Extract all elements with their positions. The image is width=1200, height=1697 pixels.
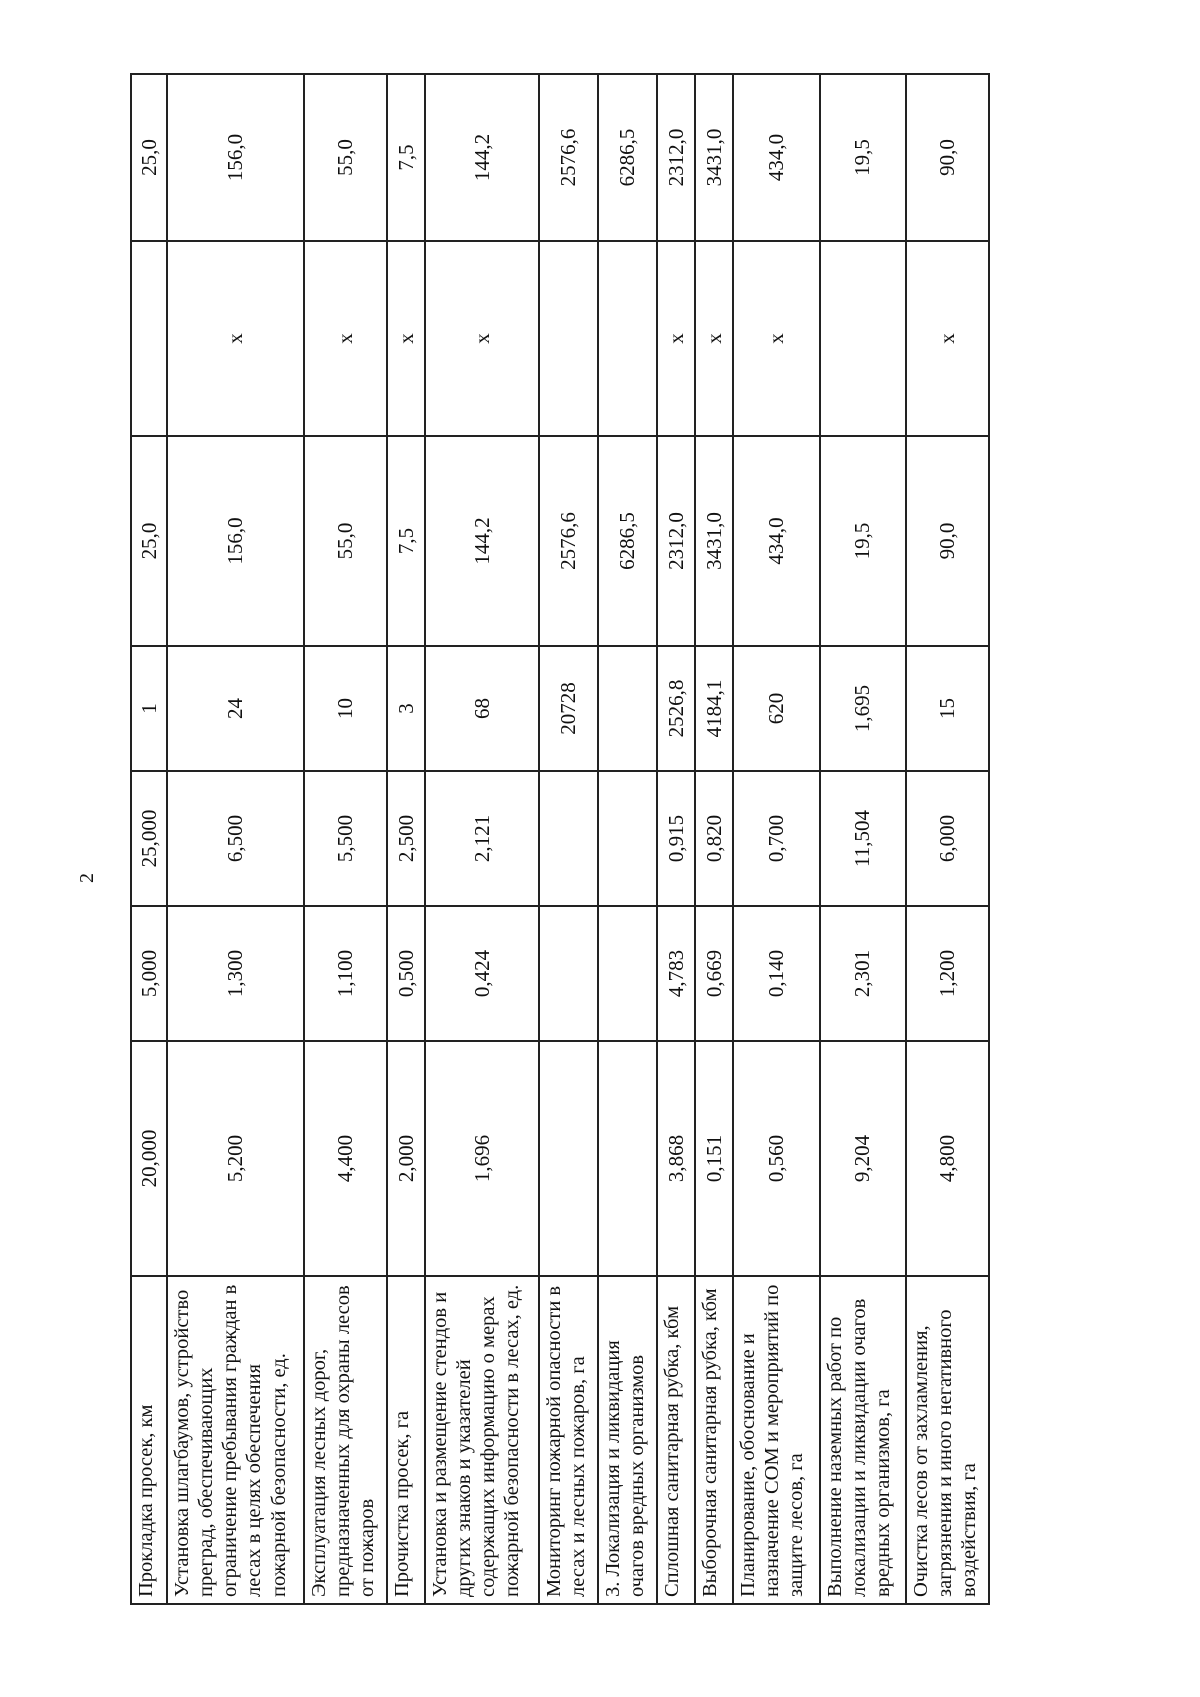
value-cell-c4: 620 [733,646,820,771]
value-cell-c4: 2526,8 [657,646,695,771]
table-row [733,74,820,1604]
page-number: 2 [76,873,98,883]
value-cell-c7: 90,0 [906,74,989,241]
row-label-cell: Установка шлагбаумов, устройство преград, обеспечивающих ограничение пребывания граждан в лесах в целях обеспечения пожарной безопасности, ед. [167,1276,304,1604]
value-cell-c3: 0,915 [657,771,695,906]
value-cell-c1: 1,696 [425,1041,539,1276]
value-cell-c7: 144,2 [425,74,539,241]
table-body [131,74,989,1604]
value-cell-c2: 0,500 [387,906,425,1041]
value-cell-c2: 1,300 [167,906,304,1041]
value-cell-c1: 9,204 [820,1041,907,1276]
value-cell-c5: 19,5 [820,436,907,646]
value-cell-c1 [598,1041,657,1276]
value-cell-c6: x [167,241,304,436]
value-cell-c6: x [304,241,387,436]
table-row [695,74,733,1604]
value-cell-c3: 25,000 [131,771,167,906]
value-cell-c4: 1 [131,646,167,771]
value-cell-c2: 0,140 [733,906,820,1041]
value-cell-c6: x [387,241,425,436]
table-row [598,74,657,1604]
value-cell-c1: 3,868 [657,1041,695,1276]
table-row [539,74,598,1604]
value-cell-c3: 2,121 [425,771,539,906]
value-cell-c6: x [906,241,989,436]
value-cell-c3: 6,000 [906,771,989,906]
value-cell-c2: 1,100 [304,906,387,1041]
value-cell-c5: 25,0 [131,436,167,646]
value-cell-c5: 2576,6 [539,436,598,646]
value-cell-c6: x [657,241,695,436]
value-cell-c6 [131,241,167,436]
value-cell-c5: 156,0 [167,436,304,646]
table-frame [130,75,990,1605]
value-cell-c1: 0,151 [695,1041,733,1276]
value-cell-c4: 24 [167,646,304,771]
value-cell-c5: 7,5 [387,436,425,646]
value-cell-c4: 10 [304,646,387,771]
value-cell-c5: 90,0 [906,436,989,646]
value-cell-c2 [598,906,657,1041]
value-cell-c7: 156,0 [167,74,304,241]
value-cell-c5: 6286,5 [598,436,657,646]
table-row [167,74,304,1604]
row-label-cell: Прочистка просек, га [387,1276,425,1604]
value-cell-c3 [539,771,598,906]
table-row [906,74,989,1604]
value-cell-c3: 2,500 [387,771,425,906]
value-cell-c1 [539,1041,598,1276]
value-cell-c4: 3 [387,646,425,771]
value-cell-c4 [598,646,657,771]
value-cell-c4: 4184,1 [695,646,733,771]
value-cell-c2: 2,301 [820,906,907,1041]
row-label-cell: 3. Локализация и ликвидация очагов вредных организмов [598,1276,657,1604]
value-cell-c7: 3431,0 [695,74,733,241]
value-cell-c7: 19,5 [820,74,907,241]
value-cell-c1: 20,000 [131,1041,167,1276]
table-row [387,74,425,1604]
table-row [304,74,387,1604]
row-label-cell: Выборочная санитарная рубка, кбм [695,1276,733,1604]
row-label-cell: Сплошная санитарная рубка, кбм [657,1276,695,1604]
value-cell-c7: 55,0 [304,74,387,241]
value-cell-c1: 2,000 [387,1041,425,1276]
table-row [657,74,695,1604]
value-cell-c2: 0,669 [695,906,733,1041]
value-cell-c3 [598,771,657,906]
value-cell-c1: 0,560 [733,1041,820,1276]
value-cell-c6 [820,241,907,436]
row-label-cell: Планирование, обоснование и назначение СОМ и мероприятий по защите лесов, га [733,1276,820,1604]
value-cell-c2: 5,000 [131,906,167,1041]
data-table [130,73,990,1605]
value-cell-c5: 3431,0 [695,436,733,646]
value-cell-c2: 4,783 [657,906,695,1041]
value-cell-c4: 1,695 [820,646,907,771]
value-cell-c7: 7,5 [387,74,425,241]
value-cell-c2 [539,906,598,1041]
value-cell-c4: 68 [425,646,539,771]
row-label-cell: Очистка лесов от захламления, загрязнения и иного негативного воздействия, га [906,1276,989,1604]
value-cell-c3: 5,500 [304,771,387,906]
row-label-cell: Мониторинг пожарной опасности в лесах и лесных пожаров, га [539,1276,598,1604]
value-cell-c7: 434,0 [733,74,820,241]
row-label-cell: Установка и размещение стендов и других знаков и указателей содержащих информацию о мерах пожарной безопасности в лесах, ед. [425,1276,539,1604]
value-cell-c3: 0,820 [695,771,733,906]
value-cell-c3: 6,500 [167,771,304,906]
value-cell-c3: 0,700 [733,771,820,906]
value-cell-c5: 144,2 [425,436,539,646]
value-cell-c7: 2576,6 [539,74,598,241]
value-cell-c7: 6286,5 [598,74,657,241]
value-cell-c1: 4,800 [906,1041,989,1276]
value-cell-c3: 11,504 [820,771,907,906]
table-row [820,74,907,1604]
value-cell-c1: 4,400 [304,1041,387,1276]
value-cell-c7: 25,0 [131,74,167,241]
value-cell-c6: x [425,241,539,436]
row-label-cell: Эксплуатация лесных дорог, предназначенных для охраны лесов от пожаров [304,1276,387,1604]
value-cell-c4: 15 [906,646,989,771]
value-cell-c2: 1,200 [906,906,989,1041]
value-cell-c5: 2312,0 [657,436,695,646]
table-row [425,74,539,1604]
value-cell-c2: 0,424 [425,906,539,1041]
value-cell-c1: 5,200 [167,1041,304,1276]
row-label-cell: Прокладка просек, км [131,1276,167,1604]
value-cell-c6: x [695,241,733,436]
value-cell-c5: 434,0 [733,436,820,646]
table-row [131,74,167,1604]
value-cell-c5: 55,0 [304,436,387,646]
value-cell-c6 [539,241,598,436]
value-cell-c6: x [733,241,820,436]
row-label-cell: Выполнение наземных работ по локализации и ликвидации очагов вредных организмов, га [820,1276,907,1604]
value-cell-c7: 2312,0 [657,74,695,241]
value-cell-c4: 20728 [539,646,598,771]
value-cell-c6 [598,241,657,436]
